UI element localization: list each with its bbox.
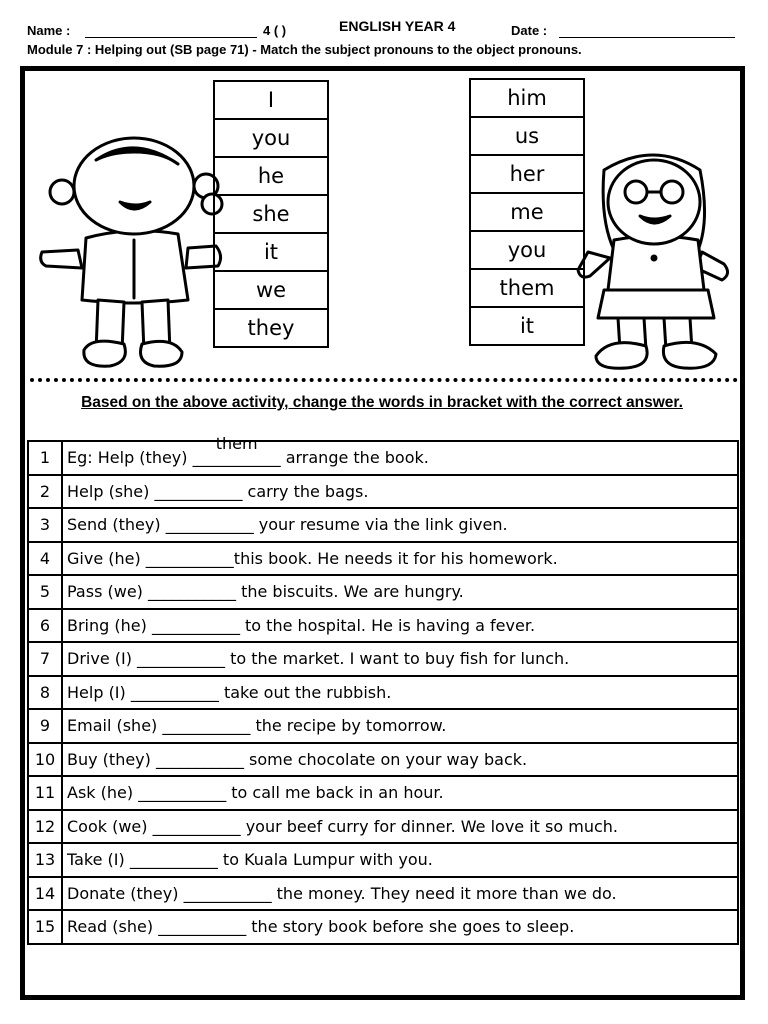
answer-blank[interactable]	[156, 750, 244, 769]
question-text	[62, 776, 738, 810]
blank-line: ___________	[138, 783, 227, 803]
question-rest: some chocolate on your way back.	[243, 749, 528, 769]
question-text	[62, 609, 738, 643]
question-rest: your beef curry for dinner. We love it so much.	[240, 816, 618, 836]
question-rest: this book. He needs it for his homework.	[233, 548, 558, 568]
girl-illustration	[574, 140, 749, 375]
object-pronoun-cell[interactable]: me	[469, 192, 585, 232]
question-text	[62, 843, 738, 877]
question-row	[28, 575, 738, 609]
blank-line: ___________	[130, 682, 219, 702]
name-label: Name :	[27, 23, 71, 38]
object-pronoun-cell[interactable]: her	[469, 154, 585, 194]
answer-blank[interactable]	[158, 917, 246, 936]
blank-line: ___________	[148, 582, 236, 602]
blank-line: ___________	[165, 515, 254, 535]
blank-line: ___________	[155, 749, 244, 769]
dotted-divider	[30, 378, 738, 382]
question-rest: to Kuala Lumpur with you.	[217, 850, 433, 870]
subject-pronoun-cell[interactable]: she	[213, 194, 329, 234]
answer-blank[interactable]	[162, 716, 250, 735]
answer-blank[interactable]	[153, 817, 241, 836]
name-field[interactable]	[85, 37, 257, 38]
question-prompt: Send (they)	[67, 515, 166, 535]
question-text	[62, 743, 738, 777]
object-pronoun-cell[interactable]: it	[469, 306, 585, 346]
question-rest: take out the rubbish.	[218, 682, 392, 702]
question-number: 3	[28, 508, 62, 542]
question-text	[62, 877, 738, 911]
question-prompt: Take (I)	[67, 850, 130, 870]
question-number: 8	[28, 676, 62, 710]
answer-blank[interactable]	[137, 649, 225, 668]
question-rest: to the market. I want to buy fish for lunch.	[225, 649, 570, 669]
example-answer: them	[215, 434, 258, 454]
question-row	[28, 776, 738, 810]
blank-line: ___________	[154, 481, 243, 501]
question-prompt: Ask (he)	[67, 783, 139, 803]
question-prompt: Cook (we)	[67, 816, 153, 836]
question-prompt: Email (she)	[67, 716, 163, 736]
question-prompt: Help (she)	[67, 481, 155, 501]
subject-pronoun-cell[interactable]: they	[213, 308, 329, 348]
question-text	[62, 475, 738, 509]
question-number: 10	[28, 743, 62, 777]
object-pronoun-column	[469, 78, 585, 346]
question-prompt: Bring (he)	[67, 615, 152, 635]
question-number: 14	[28, 877, 62, 911]
worksheet-title: ENGLISH YEAR 4	[339, 18, 456, 34]
question-row	[28, 676, 738, 710]
subject-pronoun-cell[interactable]: we	[213, 270, 329, 310]
object-pronoun-cell[interactable]: you	[469, 230, 585, 270]
question-text	[62, 709, 738, 743]
blank-line: ___________	[162, 716, 251, 736]
blank-line: ___________	[183, 883, 272, 903]
answer-blank[interactable]	[130, 850, 218, 869]
blank-line: ___________	[145, 548, 234, 568]
question-rest: your resume via the link given.	[253, 515, 508, 535]
question-text	[62, 910, 738, 944]
question-rest: the money. They need it more than we do.	[271, 883, 617, 903]
answer-blank[interactable]	[166, 515, 254, 534]
question-number: 13	[28, 843, 62, 877]
question-number: 11	[28, 776, 62, 810]
question-number: 7	[28, 642, 62, 676]
question-row	[28, 542, 738, 576]
date-field[interactable]	[559, 37, 735, 38]
answer-blank[interactable]	[138, 783, 226, 802]
question-text	[62, 434, 738, 475]
question-row	[28, 441, 738, 475]
answer-blank[interactable]	[152, 616, 240, 635]
object-pronoun-cell[interactable]: them	[469, 268, 585, 308]
question-text	[62, 810, 738, 844]
answer-blank[interactable]	[146, 549, 234, 568]
subject-pronoun-cell[interactable]: it	[213, 232, 329, 272]
subject-pronoun-column	[213, 80, 329, 348]
question-prompt: Help (I)	[67, 682, 131, 702]
object-pronoun-cell[interactable]: him	[469, 78, 585, 118]
question-number: 1	[28, 441, 62, 475]
question-row	[28, 709, 738, 743]
question-text	[62, 676, 738, 710]
question-number: 6	[28, 609, 62, 643]
question-rest: to the hospital. He is having a fever.	[239, 615, 536, 635]
question-prompt: Donate (they)	[67, 883, 184, 903]
question-prompt: Give (he)	[67, 548, 146, 568]
exercise-instruction: Based on the above activity, change the words in bracket with the correct answer.	[81, 394, 683, 411]
blank-line: ___________	[152, 816, 241, 836]
boy-illustration	[38, 130, 228, 375]
question-number: 12	[28, 810, 62, 844]
question-text	[62, 642, 738, 676]
question-row	[28, 810, 738, 844]
question-rest: the biscuits. We are hungry.	[236, 582, 464, 602]
answer-blank[interactable]	[192, 434, 281, 468]
answer-blank[interactable]	[184, 884, 272, 903]
question-number: 4	[28, 542, 62, 576]
question-text	[62, 508, 738, 542]
question-prompt: Pass (we)	[67, 582, 148, 602]
subject-pronoun-cell[interactable]: he	[213, 156, 329, 196]
question-rest: carry the bags.	[242, 481, 369, 501]
class-label: 4 ( )	[263, 23, 287, 38]
blank-line: ___________	[192, 448, 281, 468]
question-rest: the recipe by tomorrow.	[250, 716, 447, 736]
subject-pronoun-cell[interactable]: you	[213, 118, 329, 158]
question-text	[62, 575, 738, 609]
question-prompt: Eg: Help (they)	[67, 448, 193, 468]
question-number: 2	[28, 475, 62, 509]
question-row	[28, 475, 738, 509]
exercise-table	[27, 434, 739, 945]
question-number: 9	[28, 709, 62, 743]
question-prompt: Read (she)	[67, 917, 159, 937]
worksheet-header	[27, 20, 747, 64]
question-prompt: Drive (I)	[67, 649, 138, 669]
module-instruction: Module 7 : Helping out (SB page 71) - Match the subject pronouns to the object pronouns.	[27, 42, 582, 57]
question-row	[28, 609, 738, 643]
question-text	[62, 542, 738, 576]
blank-line: ___________	[158, 917, 247, 937]
date-label: Date :	[511, 23, 548, 38]
blank-line: ___________	[129, 850, 218, 870]
question-row	[28, 508, 738, 542]
question-rest: the story book before she goes to sleep.	[246, 917, 575, 937]
question-number: 15	[28, 910, 62, 944]
question-rest: arrange the book.	[280, 448, 429, 468]
blank-line: ___________	[137, 649, 226, 669]
answer-blank[interactable]	[154, 482, 242, 501]
question-prompt: Buy (they)	[67, 749, 156, 769]
answer-blank[interactable]	[131, 683, 219, 702]
question-row	[28, 642, 738, 676]
question-row	[28, 910, 738, 944]
object-pronoun-cell[interactable]: us	[469, 116, 585, 156]
question-row	[28, 743, 738, 777]
question-row	[28, 843, 738, 877]
question-row	[28, 877, 738, 911]
answer-blank[interactable]	[148, 582, 236, 601]
blank-line: ___________	[151, 615, 240, 635]
subject-pronoun-cell[interactable]: I	[213, 80, 329, 120]
question-rest: to call me back in an hour.	[226, 783, 444, 803]
question-number: 5	[28, 575, 62, 609]
